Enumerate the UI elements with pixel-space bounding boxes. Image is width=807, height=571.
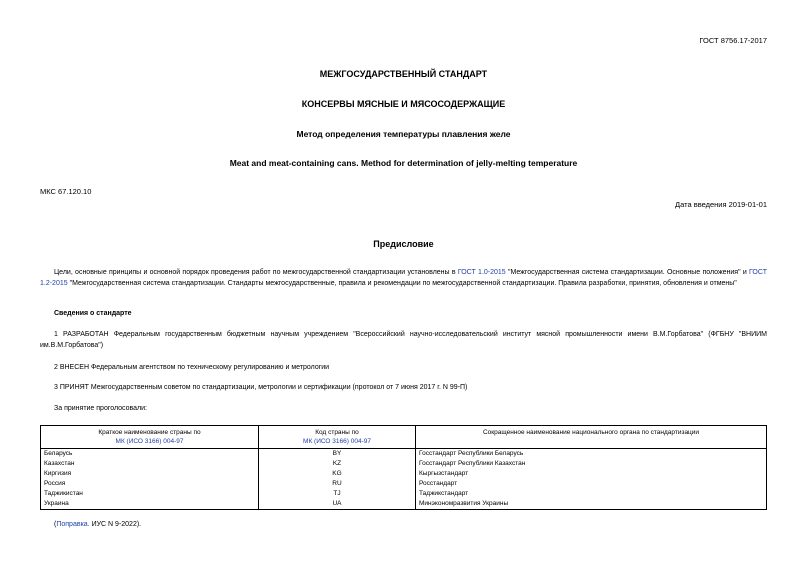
- country-cell: Киргизия: [41, 469, 259, 479]
- p1-text-b: "Межгосударственная система стандартизации. Основные положения" и: [505, 269, 750, 276]
- table-row: [41, 459, 767, 469]
- voting-countries-table: [40, 425, 767, 510]
- country-cell: Казахстан: [41, 459, 259, 469]
- body-cell: Госстандарт Республики Беларусь: [416, 449, 767, 460]
- country-cell: Беларусь: [41, 449, 259, 460]
- code-cell: TJ: [259, 489, 416, 499]
- interstate-standard-title: МЕЖГОСУДАРСТВЕННЫЙ СТАНДАРТ: [319, 69, 488, 79]
- info-heading: Сведения о стандарте: [54, 310, 132, 317]
- gost-1-0-link[interactable]: ГОСТ 1.0-2015: [457, 269, 506, 276]
- adopted-by-paragraph: 3 ПРИНЯТ Межгосударственным советом по стандартизации, метрологии и сертификации (протокол от 7 июня 2017 г. N 99-П): [54, 384, 468, 391]
- correction-open: (: [54, 521, 57, 528]
- gost-1-2-link[interactable]: ГОСТ 1.2-2015: [40, 269, 767, 287]
- method-title-ru: Метод определения температуры плавления желе: [296, 129, 511, 139]
- mks-code: МКС 67.120.10: [40, 187, 92, 196]
- code-cell: KG: [259, 469, 416, 479]
- table-row: [41, 449, 767, 460]
- table-row: [41, 479, 767, 489]
- method-title-en: Meat and meat-containing cans. Method for determination of jelly-melting temperature: [229, 158, 578, 168]
- header-country: [41, 426, 259, 449]
- table-header-row: [41, 426, 767, 449]
- code-cell: KZ: [259, 459, 416, 469]
- code-cell: BY: [259, 449, 416, 460]
- developed-by-paragraph: 1 РАЗРАБОТАН Федеральным государственным бюджетным научным учреждением "Всероссийский научно-исследовательский институт мясной промышленности имени В.М.Горбатова" (ФГБНУ "ВНИИМ им.В.М.Горбатова"): [40, 331, 767, 349]
- gost-number: ГОСТ 8756.17-2017: [699, 36, 767, 45]
- body-cell: Таджикстандарт: [416, 489, 767, 499]
- introduction-date: Дата введения 2019-01-01: [675, 200, 767, 209]
- header-code-line1: Код страны по: [315, 429, 359, 436]
- body-cell: Кыргызстандарт: [416, 469, 767, 479]
- header-body: Сокращенное наименование национального органа по стандартизации: [416, 426, 767, 449]
- table-row: [41, 499, 767, 510]
- correction-note: [54, 521, 141, 528]
- country-cell: Россия: [41, 479, 259, 489]
- preface-heading: Предисловие: [373, 239, 434, 249]
- body-cell: Минэкономразвития Украины: [416, 499, 767, 510]
- table-row: [41, 489, 767, 499]
- country-cell: Украина: [41, 499, 259, 510]
- correction-link[interactable]: Поправка.: [56, 521, 90, 528]
- body-cell: Росстандарт: [416, 479, 767, 489]
- code-cell: UA: [259, 499, 416, 510]
- header-code: [259, 426, 416, 449]
- country-cell: Таджикистан: [41, 489, 259, 499]
- p1-text-c: "Межгосударственная система стандартизации. Стандарты межгосударственные, правила и рекомендации по межгосударственной стандартизации. Правила разработки, принятия, обновления и отмены": [67, 279, 737, 287]
- header-country-line1: Краткое наименование страны по: [98, 429, 201, 436]
- voted-for-paragraph: За принятие проголосовали:: [54, 405, 147, 412]
- header-country-link[interactable]: МК (ИСО 3166) 004-97: [115, 438, 184, 445]
- p1-text-a: Цели, основные принципы и основной порядок проведения работ по межгосударственной стандартизации установлены в: [54, 269, 458, 276]
- table-row: [41, 469, 767, 479]
- code-cell: RU: [259, 479, 416, 489]
- header-code-link[interactable]: МК (ИСО 3166) 004-97: [303, 438, 371, 445]
- correction-rest: ИУС N 9-2022).: [89, 521, 142, 528]
- product-title: КОНСЕРВЫ МЯСНЫЕ И МЯСОСОДЕРЖАЩИЕ: [301, 99, 506, 109]
- body-cell: Госстандарт Республики Казахстан: [416, 459, 767, 469]
- introduced-by-paragraph: 2 ВНЕСЕН Федеральным агентством по техническому регулированию и метрологии: [54, 364, 330, 371]
- preface-paragraph-1: [40, 268, 767, 289]
